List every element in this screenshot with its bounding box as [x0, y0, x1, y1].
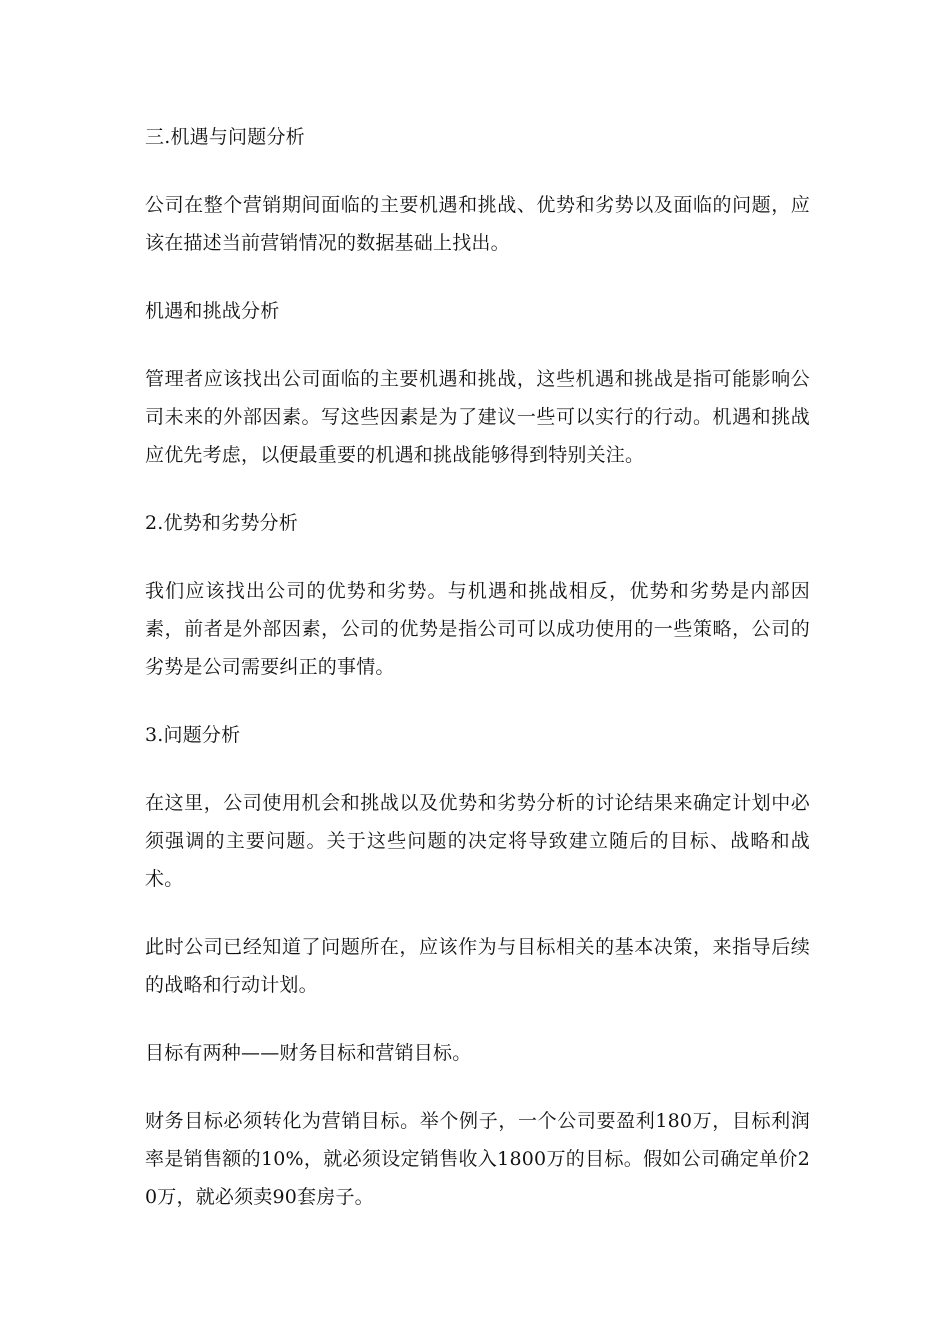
subheading-opportunities-challenges: 机遇和挑战分析 — [145, 300, 280, 322]
paragraph-financial-example: 财务目标必须转化为营销目标。举个例子，一个公司要盈利180万，目标利润率是销售额的10%，就必须设定销售收入1800万的目标。假如公司确定单价20万，就必须卖90套房子。 — [145, 1110, 810, 1208]
paragraph-opportunities-challenges: 管理者应该找出公司面临的主要机遇和挑战，这些机遇和挑战是指可能影响公司未来的外部因素。写这些因素是为了建议一些可以实行的行动。机遇和挑战应优先考虑，以便最重要的机遇和挑战能够得到特别关注。 — [145, 368, 810, 466]
subheading-problem-analysis: 3.问题分析 — [145, 724, 241, 746]
paragraph-intro: 公司在整个营销期间面临的主要机遇和挑战、优势和劣势以及面临的问题，应该在描述当前营销情况的数据基础上找出。 — [145, 194, 810, 254]
paragraph-strengths-weaknesses: 我们应该找出公司的优势和劣势。与机遇和挑战相反，优势和劣势是内部因素，前者是外部因素，公司的优势是指公司可以成功使用的一些策略，公司的劣势是公司需要纠正的事情。 — [145, 580, 810, 678]
section-heading-opportunities-problems: 三.机遇与问题分析 — [145, 126, 305, 148]
paragraph-decisions: 此时公司已经知道了问题所在，应该作为与目标相关的基本决策，来指导后续的战略和行动计划。 — [145, 936, 810, 996]
subheading-strengths-weaknesses: 2.优势和劣势分析 — [145, 512, 298, 534]
paragraph-goal-types: 目标有两种——财务目标和营销目标。 — [145, 1042, 472, 1064]
document-body — [145, 118, 810, 1246]
paragraph-problem-analysis: 在这里，公司使用机会和挑战以及优势和劣势分析的讨论结果来确定计划中必须强调的主要问题。关于这些问题的决定将导致建立随后的目标、战略和战术。 — [145, 792, 810, 890]
